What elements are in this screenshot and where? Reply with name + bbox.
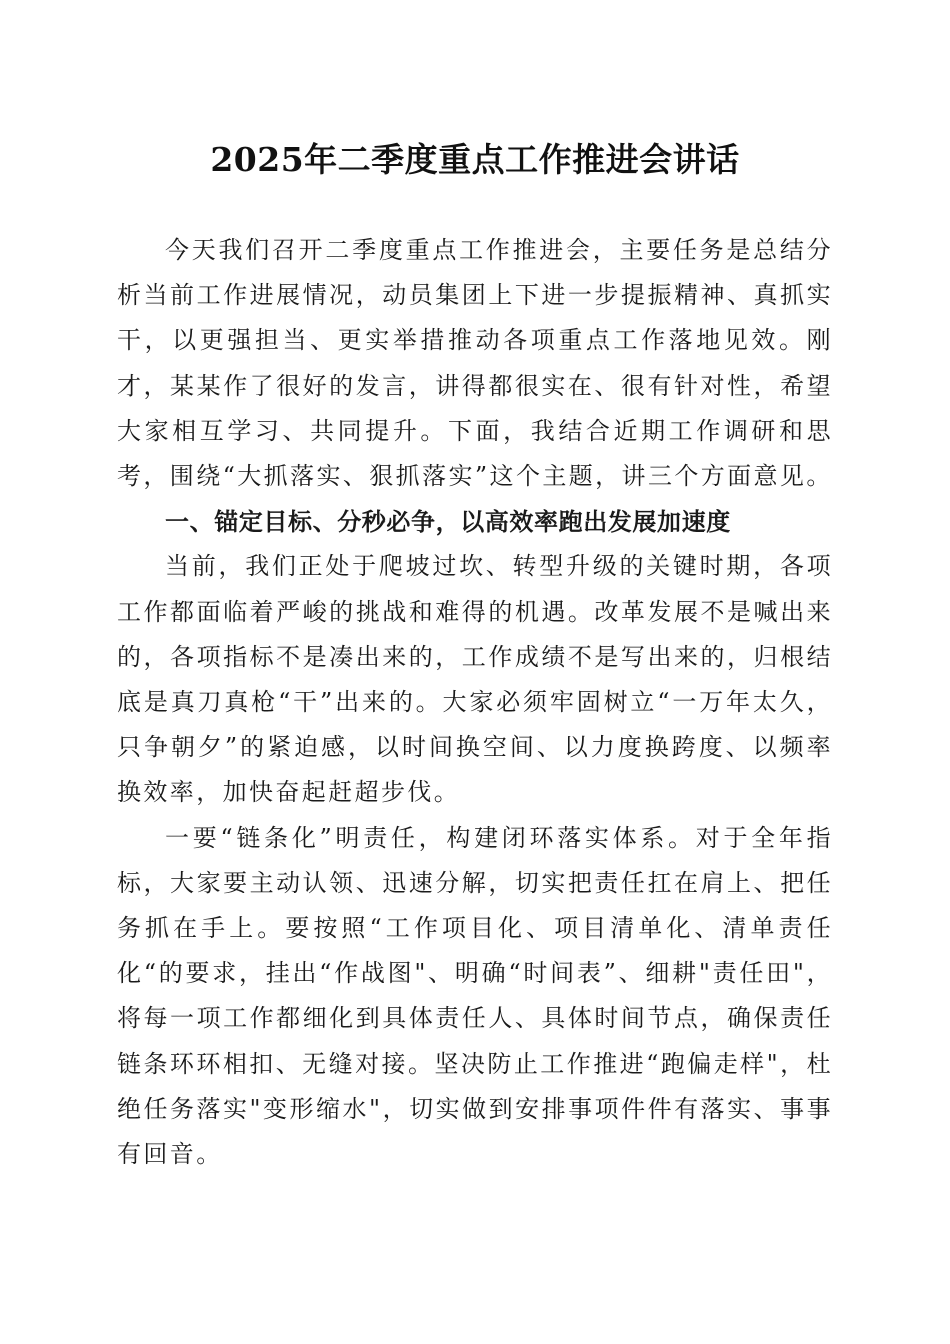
document-title: 2025年二季度重点工作推进会讲话: [210, 140, 740, 179]
section-1-paragraph-1: 当前，我们正处于爬坡过坎、转型升级的关键时期，各项工作都面临着严峻的挑战和难得的机遇。改革发展不是喊出来的，各项指标不是凑出来的，工作成绩不是写出来的，归根结底是真刀真枪“干”出来的。大家必须牢固树立“一万年太久，只争朝夕”的紧迫感，以时间换空间、以力度换跨度、以频率换效率，加快奋起赶超步伐。: [117, 552, 833, 807]
section-1-paragraph-2: 一要“链条化”明责任，构建闭环落实体系。对于全年指标，大家要主动认领、迅速分解，切实把责任扛在肩上、把任务抓在手上。要按照“工作项目化、项目清单化、清单责任化“的要求，挂出“作战图"、明确“时间表”、细耕"责任田"，将每一项工作都细化到具体责任人、具体时间节点，确保责任链条环环相扣、无缝对接。坚决防止工作推进“跑偏走样"，杜绝任务落实"变形缩水"，切实做到安排事项件件有落实、事事有回音。: [117, 823, 833, 1169]
document-body: [117, 228, 833, 1177]
section-heading-1: 一、锚定目标、分秒必争，以高效率跑出发展加速度: [165, 507, 731, 537]
intro-paragraph: 今天我们召开二季度重点工作推进会，主要任务是总结分析当前工作进展情况，动员集团上下进一步提振精神、真抓实干，以更强担当、更实举措推动各项重点工作落地见效。刚才，某某作了很好的发言，讲得都很实在、很有针对性，希望大家相互学习、共同提升。下面，我结合近期工作调研和思考，围绕“大抓落实、狠抓落实”这个主题，讲三个方面意见。: [117, 236, 833, 491]
